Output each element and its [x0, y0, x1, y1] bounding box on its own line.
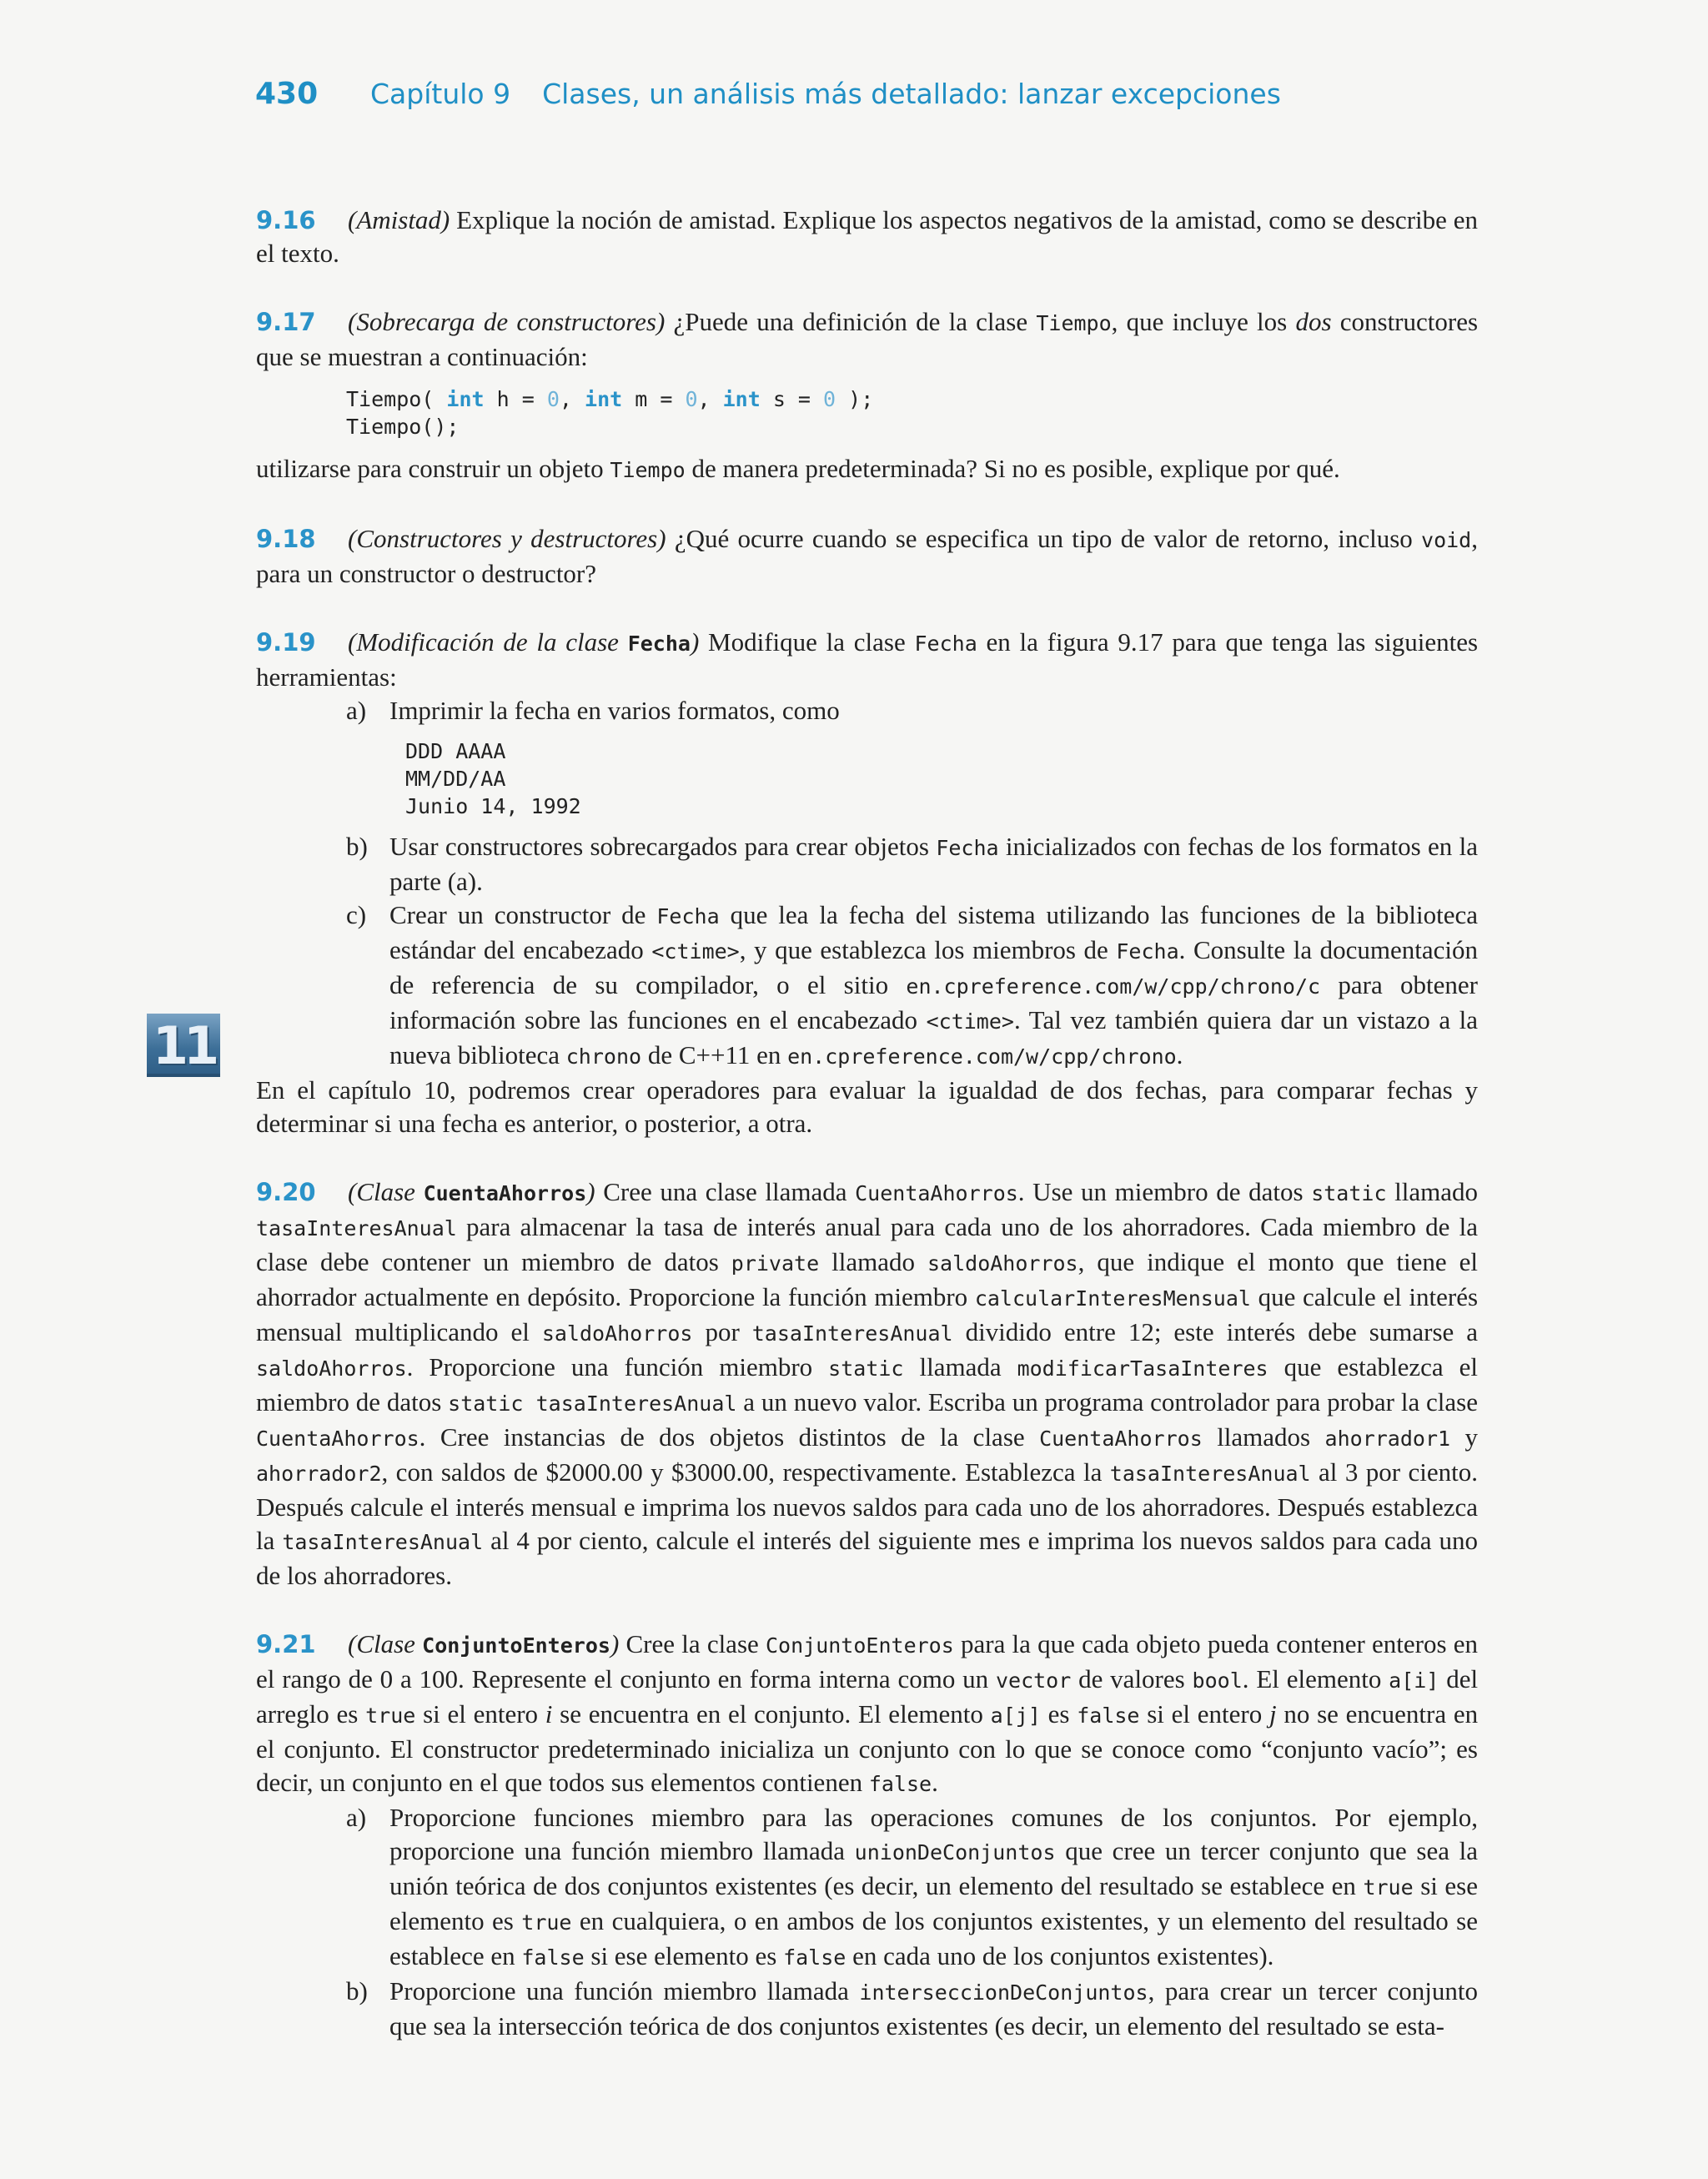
subitem-list [346, 1801, 1478, 2043]
code-block: Tiempo( int h = 0, int m = 0, int s = 0 ); Tiempo(); [346, 387, 874, 439]
code-block: DDD AAAA MM/DD/AA Junio 14, 1992 [405, 739, 581, 818]
exercise-9-19: 9.19 (Modificación de la clase Fecha) Modifique la clase Fecha en la figura 9.17 para que tenga las siguientes herramientas: a) Imprimir la fecha en varios formatos, como DDD AAAA MM/DD/AA Junio 14, 1992 b) Usar constructores sobrecargados para crear objetos Fecha inicializados con fechas de los formatos en la parte (a). c) Crear un constructor de Fecha que lea la fecha del sistema utilizando las funciones de la biblioteca estándar del encabezado <ctime>, y que establezca los miembros de Fecha. Consulte la documentación de referencia de su compilador, o el sitio en.cpreference.com/w/cpp/chrono/c para obtener información sobre las funciones en el encabezado <ctime>. Tal vez también quiera dar un vistazo a la nueva biblioteca chrono de C++11 en en.cpreference.com/w/cpp/chrono. En el capítulo 10, podremos crear operadores para evaluar la igualdad de dos fechas, para comparar fechas y determinar si una fecha es anterior, o posterior, a otra. [256, 626, 1478, 1140]
exercise-9-20: 9.20 (Clase CuentaAhorros) Cree una clase llamada CuentaAhorros. Use un miembro de datos static llamado tasaInteresAnual para almacenar la tasa de interés anual para cada uno de los ahorradores. Cada miembro de la clase debe contener un miembro de datos private llamado saldoAhorros, que indique el monto que tiene el ahorrador actualmente en depósito. Proporcione la función miembro calcularInteresMensual que calcule el interés mensual multiplicando el saldoAhorros por tasaInteresAnual dividido entre 12; este interés debe sumarse a saldoAhorros. Proporcione una función miembro static llamada modificarTasaInteres que establezca el miembro de datos static tasaInteresAnual a un nuevo valor. Escriba un programa controlador para probar la clase CuentaAhorros. Cree instancias de dos objetos distintos de la clase CuentaAhorros llamados ahorrador1 y ahorrador2, con saldos de $2000.00 y $3000.00, respectivamente. Establezca la tasaInteresAnual al 3 por ciento. Después calcule el interés mensual e imprima los nuevos saldos para cada uno de los ahorradores. Después establezca la tasaInteresAnual al 4 por ciento, calcule el interés del siguiente mes e imprima los nuevos saldos para cada uno de los ahorradores. [256, 1177, 1479, 1590]
reference-url: en.cpreference.com/w/cpp/chrono [787, 1044, 1177, 1069]
closing-paragraph: En el capítulo 10, podremos crear operadores para evaluar la igualdad de dos fechas, para comparar fechas y determinar si una fecha es anterior, o posterior, a otra. [256, 1075, 1478, 1138]
exercise-9-18: 9.18 (Constructores y destructores) ¿Qué ocurre cuando se especifica un tipo de valor de retorno, incluso void, para un constructor o destructor? [256, 524, 1478, 588]
exercise-title: (Constructores y destructores) [348, 524, 666, 553]
exercise-title: (Modificación de la clase Fecha) [348, 627, 700, 657]
subitem-list [346, 830, 1478, 1074]
list-item: b) Usar constructores sobrecargados para crear objetos Fecha inicializados con fechas de los formatos en la parte (a). [346, 832, 1479, 896]
subitem-list [346, 694, 1478, 727]
exercise-9-21: 9.21 (Clase ConjuntoEnteros) Cree la clase ConjuntoEnteros para la que cada objeto pueda contener enteros en el rango de 0 a 100. Represente el conjunto en forma interna como un vector de valores bool. El elemento a[i] del arreglo es true si el entero i se encuentra en el conjunto. El elemento a[j] es false si el entero j no se encuentra en el conjunto. El constructor predeterminado inicializa un conjunto con lo que se conoce como “conjunto vacío”; es decir, un conjunto en el que todos sus elementos contienen false. a) Proporcione funciones miembro para las operaciones comunes de los conjuntos. Por ejemplo, proporcione una función miembro llamada unionDeConjuntos que cree un tercer conjunto que sea la unión teórica de dos conjuntos existentes (es decir, un elemento del resultado se establece en true si ese elemento es true en cualquiera, o en ambos de los conjuntos existentes, y un elemento del resultado se establece en false si ese elemento es false en cada uno de los conjuntos existentes). b) Proporcione una función miembro llamada interseccionDeConjuntos, para crear un tercer conjunto que sea la intersección teórica de dos conjuntos existentes (es decir, un elemento del resultado se esta- [256, 1628, 1478, 2043]
list-item: a) Proporcione funciones miembro para las operaciones comunes de los conjuntos. Por ejemplo, proporcione una función miembro llamada unionDeConjuntos que cree un tercer conjunto que sea la unión teórica de dos conjuntos existentes (es decir, un elemento del resultado se establece en true si ese elemento es true en cualquiera, o en ambos de los conjuntos existentes, y un elemento del resultado se establece en false si ese elemento es false en cada uno de los conjuntos existentes). [346, 1803, 1479, 1970]
list-item: c) Crear un constructor de Fecha que lea la fecha del sistema utilizando las funciones de la biblioteca estándar del encabezado <ctime>, y que establezca los miembros de Fecha. Consulte la documentación de referencia de su compilador, o el sitio en.cpreference.com/w/cpp/chrono/c para obtener información sobre las funciones en el encabezado <ctime>. Tal vez también quiera dar un vistazo a la nueva biblioteca chrono de C++11 en en.cpreference.com/w/cpp/chrono. [346, 900, 1479, 1069]
exercise-title: (Amistad) [348, 205, 450, 234]
page-number: 430 [255, 77, 319, 111]
chapter-label: Capítulo 9 [370, 78, 511, 110]
exercise-9-17: 9.17 (Sobrecarga de constructores) ¿Puede una definición de la clase Tiempo, que incluye los dos constructores que se muestran a continuación: Tiempo( int h = 0, int m = 0, int s = 0 ); Tiempo(); utilizarse para construir un objeto Tiempo de manera predeterminada? Si no es posible, explique por qué. [256, 307, 1479, 483]
reference-url: en.cpreference.com/w/cpp/chrono/c [906, 974, 1321, 999]
exercise-title: (Clase ConjuntoEnteros) [348, 1629, 620, 1658]
exercise-title: (Sobrecarga de constructores) [348, 307, 666, 336]
running-header [255, 77, 1281, 127]
exercise-number: 9.20 [256, 1178, 316, 1206]
chapter-title: Clases, un análisis más detallado: lanzar excepciones [542, 78, 1281, 110]
exercise-number: 9.17 [256, 308, 316, 336]
list-item: a) Imprimir la fecha en varios formatos, como [346, 696, 840, 725]
exercise-number: 9.21 [256, 1630, 316, 1658]
exercise-title: (Clase CuentaAhorros) [348, 1177, 595, 1206]
chapter-11-tab-icon: 11 [147, 1014, 220, 1077]
exercises-body [256, 204, 1478, 2078]
exercise-number: 9.16 [256, 206, 316, 234]
list-item: b) Proporcione una función miembro llamada interseccionDeConjuntos, para crear un tercer conjunto que sea la intersección teórica de dos conjuntos existentes (es decir, un elemento del resultado se esta- [346, 1976, 1479, 2041]
exercise-9-16 [256, 204, 1478, 270]
exercise-text: Explique la noción de amistad. Explique los aspectos negativos de la amistad, como se describe en el texto. [256, 205, 1478, 268]
exercise-number: 9.18 [256, 525, 316, 553]
exercise-number: 9.19 [256, 628, 316, 657]
